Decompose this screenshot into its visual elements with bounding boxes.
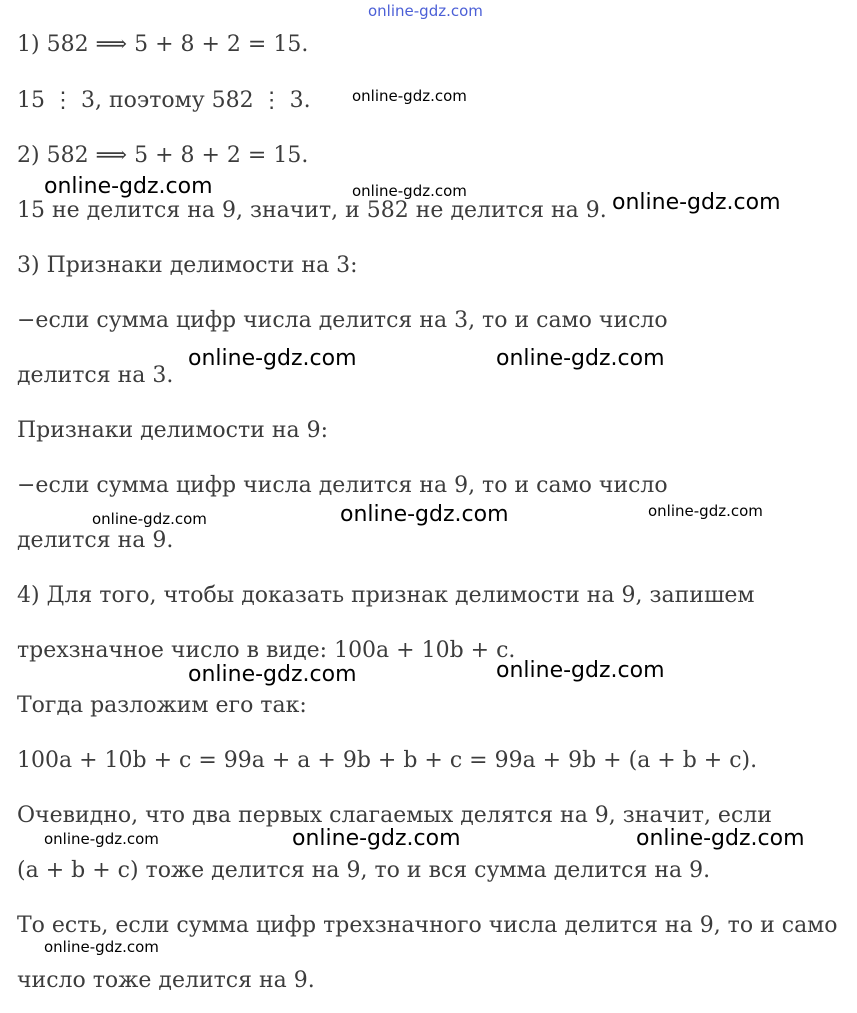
watermark: online-gdz.com — [188, 662, 357, 687]
text-line-6: −если сумма цифр числа делится на 3, то и само число — [17, 308, 668, 333]
text-line-8: Признаки делимости на 9: — [17, 418, 329, 443]
watermark: online-gdz.com — [496, 658, 665, 683]
text-line-4: 15 не делится на 9, значит, и 582 не делится на 9. — [17, 198, 607, 223]
watermark: online-gdz.com — [636, 826, 805, 851]
text-line-2: 15 ⋮ 3, поэтому 582 ⋮ 3. — [17, 88, 311, 113]
watermark: online-gdz.com — [44, 830, 159, 848]
watermark: online-gdz.com — [92, 510, 207, 528]
watermark: online-gdz.com — [44, 174, 213, 199]
watermark: online-gdz.com — [188, 346, 357, 371]
text-line-12: трехзначное число в виде: 100a + 10b + c. — [17, 638, 516, 663]
text-line-15: Очевидно, что два первых слагаемых делятся на 9, значит, если — [17, 803, 772, 828]
text-line-17: То есть, если сумма цифр трехзначного числа делится на 9, то и само — [17, 913, 838, 938]
text-line-3: 2) 582 ⟹ 5 + 8 + 2 = 15. — [17, 143, 309, 168]
watermark: online-gdz.com — [648, 502, 763, 520]
watermark: online-gdz.com — [44, 938, 159, 956]
text-line-16: (a + b + c) тоже делится на 9, то и вся сумма делится на 9. — [17, 858, 711, 883]
text-line-11: 4) Для того, чтобы доказать признак делимости на 9, запишем — [17, 583, 755, 608]
watermark: online-gdz.com — [352, 182, 467, 200]
watermark-top: online-gdz.com — [368, 2, 483, 20]
watermark: online-gdz.com — [352, 87, 467, 105]
text-line-5: 3) Признаки делимости на 3: — [17, 253, 358, 278]
text-line-13: Тогда разложим его так: — [17, 693, 307, 718]
watermark: online-gdz.com — [292, 826, 461, 851]
watermark: online-gdz.com — [340, 502, 509, 527]
watermark: online-gdz.com — [612, 190, 781, 215]
text-line-1: 1) 582 ⟹ 5 + 8 + 2 = 15. — [17, 32, 309, 57]
text-line-9: −если сумма цифр числа делится на 9, то и само число — [17, 473, 668, 498]
text-line-7: делится на 3. — [17, 363, 174, 388]
watermark: online-gdz.com — [496, 346, 665, 371]
text-line-10: делится на 9. — [17, 528, 174, 553]
text-line-14: 100a + 10b + c = 99a + a + 9b + b + c = 99a + 9b + (a + b + c). — [17, 748, 758, 773]
text-line-18: число тоже делится на 9. — [17, 968, 315, 993]
